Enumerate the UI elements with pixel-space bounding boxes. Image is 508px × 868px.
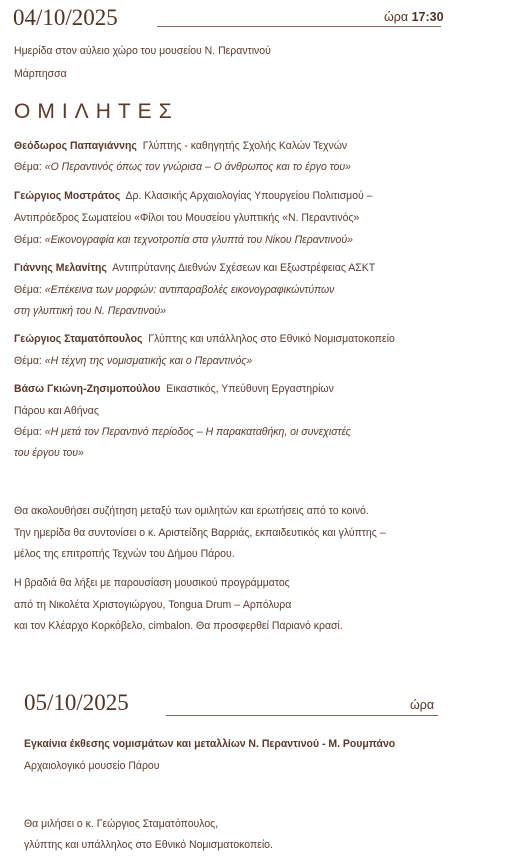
day2-time	[410, 698, 434, 712]
speaker-2-role-cont: Αντιπρόεδρος Σωματείου «Φίλοι του Μουσείου γλυπτικής «Ν. Περαντινός»	[14, 212, 360, 224]
day1-venue-line1: Ημερίδα στον αύλειο χώρο του μουσείου Ν. Περαντινού	[14, 45, 271, 57]
speaker-5-name: Βάσω Γκιώνη-Ζησιμοπούλου	[14, 383, 161, 395]
speaker-5-theme: «Η μετά τον Περαντινό περίοδος – Η παρακαταθήκη, οι συνεχιστές	[44, 426, 351, 438]
speaker-5-theme-label: Θέμα:	[14, 426, 42, 438]
evening-line-2: από τη Νικολέτα Χριστογιώργου, Tongua Drum – Αρπόλυρα	[14, 599, 292, 611]
speaker-4-theme: «Η τέχνη της νομισματικής και ο Περαντινός»	[44, 355, 253, 367]
day2-event-title: Εγκαίνια έκθεσης νομισμάτων και μεταλλίων Ν. Περαντινού - Μ. Ρουμπάνο	[24, 738, 396, 750]
discussion-line-3: μέλος της επιτροπής Τεχνών του Δήμου Πάρου.	[14, 548, 235, 560]
speaker-5-line	[14, 382, 334, 396]
speaker-3-theme: «Επέκεινα των μορφών: αντιπαραβολές εικονογραφικώντύπων	[44, 284, 335, 296]
speaker-4-role: Γλύπτης και υπάλληλος στο Εθνικό Νομισματοκοπείο	[148, 333, 395, 345]
day1-date-rule	[157, 26, 441, 27]
day1-time-value: 17:30	[411, 10, 444, 24]
speaker-1-line	[14, 139, 347, 153]
speaker-3-line	[14, 261, 375, 275]
speaker-3-theme-cont: στη γλυπτική του Ν. Περαντινού»	[14, 305, 167, 317]
speaker-1-name: Θεόδωρος Παπαγιάννης	[14, 140, 137, 152]
discussion-line-1: Θα ακολουθήσει συζήτηση μεταξύ των ομιλητών και ερωτήσεις από το κοινό.	[14, 505, 369, 517]
speaker-4-theme-line	[14, 354, 252, 368]
speaker-2-theme-line	[14, 233, 353, 247]
day2-speaker-line-2: γλύπτης και υπάλληλος στο Εθνικό Νομισματοκοπείο.	[24, 839, 273, 851]
day1-date: 04/10/2025	[13, 5, 118, 30]
speaker-2-theme: «Εικονογραφία και τεχνοτροπία στα γλυπτά του Νίκου Περαντινού»	[44, 234, 353, 246]
speaker-3-role: Αντιπρύτανης Διεθνών Σχέσεων και Εξωστρέφειας ΑΣΚΤ	[112, 262, 376, 274]
speaker-2-name: Γεώργιος Μοστράτος	[14, 190, 121, 202]
day2-time-label: ώρα	[410, 698, 435, 712]
day2-date-rule	[166, 715, 438, 716]
evening-line-3: και τον Κλέαρχο Κορκόβελο, cimbalon. Θα προσφερθεί Παριανό κρασί.	[14, 620, 343, 632]
speaker-4-name: Γεώργιος Σταματόπουλος	[14, 333, 143, 345]
discussion-line-2: Την ημερίδα θα συντονίσει ο κ. Αριστείδης Βαρριάς, εκπαιδευτικός και γλύπτης –	[14, 527, 386, 539]
evening-line-1: Η βραδιά θα λήξει με παρουσίαση μουσικού προγράμματος	[14, 577, 290, 589]
speaker-5-theme-line	[14, 425, 351, 439]
speaker-3-name: Γιάννης Μελανίτης	[14, 262, 107, 274]
speaker-5-theme-cont: του έργου του»	[14, 447, 84, 459]
speaker-1-theme-line	[14, 160, 351, 174]
speakers-heading: ΟΜΙΛΗΤΕΣ	[14, 100, 179, 123]
speaker-2-theme-label: Θέμα:	[14, 234, 42, 246]
day2-date: 05/10/2025	[24, 690, 129, 715]
day2-venue: Αρχαιολογικό μουσείο Πάρου	[24, 760, 160, 772]
speaker-4-theme-label: Θέμα:	[14, 355, 42, 367]
speaker-1-role: Γλύπτης - καθηγητής Σχολής Καλών Τεχνών	[142, 140, 348, 152]
speaker-3-theme-line	[14, 283, 334, 297]
speaker-3-theme-label: Θέμα:	[14, 284, 42, 296]
day2-speaker-line-1: Θα μιλήσει ο κ. Γεώργιος Σταματόπουλος,	[24, 818, 219, 830]
speaker-2-role: Δρ. Κλασικής Αρχαιολογίας Υπουργείου Πολιτισμού –	[125, 190, 373, 202]
day1-venue-line2: Μάρπησσα	[14, 68, 67, 80]
speaker-4-line	[14, 332, 395, 346]
day1-time-label: ώρα	[384, 10, 409, 24]
day1-time	[384, 10, 444, 24]
speaker-1-theme: «Ο Περαντινός όπως τον γνώρισα – Ο άνθρωπος και το έργο του»	[44, 161, 351, 173]
speaker-1-theme-label: Θέμα:	[14, 161, 42, 173]
speaker-2-line	[14, 189, 372, 203]
speaker-5-role: Εικαστικός, Υπεύθυνη Εργαστηρίων	[166, 383, 334, 395]
speaker-5-role-cont: Πάρου και Αθήνας	[14, 405, 99, 417]
